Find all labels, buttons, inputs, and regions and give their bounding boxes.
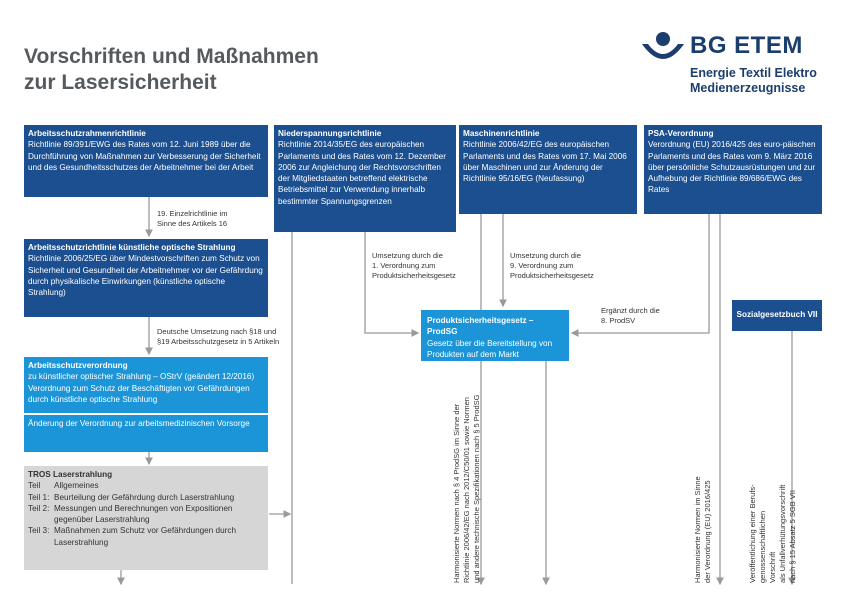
box-heading: Produktsicherheitsgesetz – ProdSG	[427, 316, 534, 337]
box-text: Verordnung (EU) 2016/425 des euro-päischen Parlaments und des Rates vom 9. März 2016 über persönliche Schutzausrüstungen und zur Aufhebung der Richtlinie 89/686/EWG des Rates	[648, 140, 816, 195]
box-text: Gesetz über die Bereitstellung von Produkten auf dem Markt	[427, 338, 553, 359]
box-sozialgesetzbuch	[732, 300, 822, 331]
box-niederspannungsrichtlinie	[274, 125, 456, 232]
tros-row	[28, 525, 264, 548]
box-maschinenrichtlinie	[459, 125, 637, 214]
box-heading: Sozialgesetzbuch VII	[736, 310, 818, 319]
label-ergaenzt-8-prodsv: Ergänzt durch die 8. ProdSV	[601, 306, 660, 325]
title-line-2: zur Lasersicherheit	[24, 71, 217, 94]
tros-row	[28, 503, 264, 526]
box-psa-verordnung	[644, 125, 822, 214]
tros-row	[28, 492, 264, 503]
tros-row	[28, 480, 264, 491]
tros-row-key: Teil 3:	[28, 526, 50, 536]
box-text: Änderung der Verordnung zur arbeitsmedizinischen Vorsorge	[28, 419, 250, 428]
tros-row-value: Messungen und Berechnungen von Expositionen gegenüber Laserstrahlung	[54, 503, 233, 525]
tros-row-key: Teil 2:	[28, 503, 50, 513]
box-heading: PSA-Verordnung	[648, 129, 714, 138]
box-arbeitsschutzrahmenrichtlinie	[24, 125, 268, 197]
tros-row-value: Maßnahmen zum Schutz vor Gefährdungen durch Laserstrahlung	[54, 526, 237, 547]
label-harmonisierte-normen-psa: Harmonisierte Normen im Sinne der Verordnung (EU) 2016/425	[693, 476, 712, 583]
box-optische-strahlung-richtlinie	[24, 239, 268, 317]
box-text: Richtlinie 2014/35/EG des europäischen Parlaments und des Rates vom 12. Dezember 2006 zur Angleichung der Rechtsvorschriften der Mitgliedstaaten betreffend elektrische Betriebsmittel zur Verwendung innerhalb bestimmter Spannungsgrenzen	[278, 140, 446, 206]
logo-name: BG ETEM	[690, 32, 803, 59]
box-tros-laserstrahlung	[24, 466, 268, 570]
label-harmonisierte-normen-prodsg: Harmonisierte Normen nach § 4 ProdSG im Sinne der Richtlinie 2006/42/EG nach 2012/C50/01 sowie Normen und andere technische Spezifikationen nach § 5 ProdSG	[452, 394, 481, 583]
tros-row-key: Teil 1:	[28, 492, 50, 502]
box-heading: Arbeitsschutzverordnung	[28, 361, 128, 370]
logo-subtitle-2: Medienerzeugnisse	[690, 81, 806, 95]
box-text: zu künstlicher optischer Strahlung – OStrV (geändert 12/2016) Verordnung zum Schutz der Beschäftigten vor Gefährdungen durch künstliche optische Strahlung	[28, 372, 255, 404]
box-text: Richtlinie 89/391/EWG des Rates vom 12. Juni 1989 über die Durchführung von Maßnahmen zur Verbesserung der Sicherheit und des Gesundheitsschutzes der Arbeitnehmer bei der Arbeit	[28, 140, 261, 172]
label-umsetzung-1-verordnung: Umsetzung durch die 1. Verordnung zum Produktsicherheitsgesetz	[372, 251, 456, 280]
box-arbeitsschutzverordnung	[24, 357, 268, 413]
arrow-niederspannung-to-prodsg	[365, 232, 418, 333]
box-text: Richtlinie 2006/42/EG des europäischen Parlaments und des Rates vom 17. Mai 2006 über Maschinen und zur Änderung der Richtlinie 95/16/EG (Neufassung)	[463, 140, 627, 184]
tros-row-value: Beurteilung der Gefährdung durch Laserstrahlung	[54, 492, 235, 502]
label-einzelrichtlinie: 19. Einzelrichtlinie im Sinne des Artikels 16	[157, 209, 228, 228]
label-deutsche-umsetzung: Deutsche Umsetzung nach §18 und §19 Arbeitsschutzgesetz in 5 Artikeln	[157, 327, 280, 346]
box-heading: Niederspannungsrichtlinie	[278, 129, 382, 138]
box-heading: Arbeitsschutzrahmenrichtlinie	[28, 129, 146, 138]
tros-row-key: Teil	[28, 481, 41, 491]
label-umsetzung-9-verordnung: Umsetzung durch die 9. Verordnung zum Produktsicherheitsgesetz	[510, 251, 594, 280]
label-unfallverhuetungsvorschrift: Veröffentlichung einer Berufs- genossenschaftlichen Vorschrift als Unfallverhütungsvorschrift nach § 15 Absatz 5 SGB VII	[748, 484, 797, 583]
box-produktsicherheitsgesetz	[421, 310, 569, 361]
box-heading: Arbeitsschutzrichtlinie künstliche optische Strahlung	[28, 243, 236, 252]
box-heading: TROS Laserstrahlung	[28, 470, 113, 479]
logo-subtitle-1: Energie Textil Elektro	[690, 66, 817, 80]
box-text: Richtlinie 2006/25/EG über Mindestvorschriften zum Schutz von Sicherheit und Gesundheit der Arbeitnehmer vor der Gefährdung durch physikalische Einwirkungen (künstliche optische Strahlung)	[28, 254, 263, 298]
title-line-1: Vorschriften und Maßnahmen	[24, 45, 319, 68]
box-vorsorge-aenderung	[24, 415, 268, 452]
tros-row-value: Allgemeines	[54, 481, 99, 491]
box-heading: Maschinenrichtlinie	[463, 129, 540, 138]
